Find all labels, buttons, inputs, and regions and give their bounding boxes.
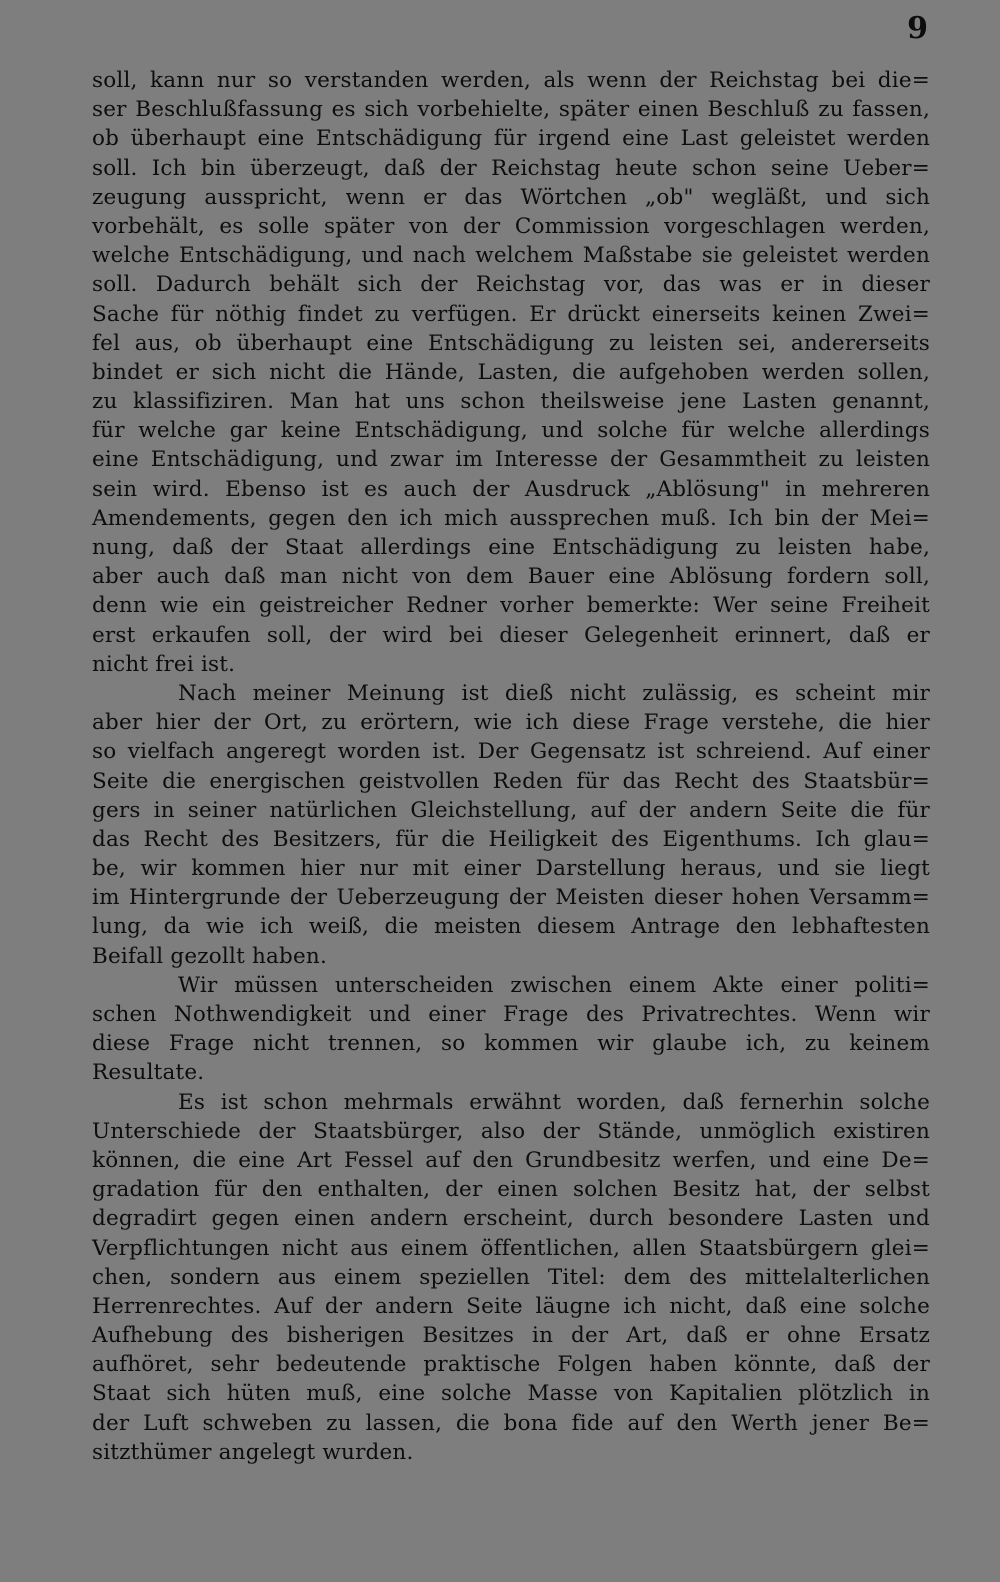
text-line: zu klassifiziren. Man hat uns schon theilsweise jene Lasten genannt, — [92, 389, 930, 415]
text-line: sein wird. Ebenso ist es auch der Ausdruck „Ablösung" in mehreren — [92, 476, 930, 502]
text-line: der Luft schweben zu lassen, die bona fide auf den Werth jener Be= — [92, 1410, 930, 1436]
text-line: so vielfach angeregt worden ist. Der Gegensatz ist schreiend. Auf einer — [92, 739, 930, 765]
text-line: erst erkaufen soll, der wird bei dieser Gelegenheit erinnert, daß er — [92, 622, 930, 648]
text-line: Resultate. — [92, 1060, 205, 1086]
text-line: Herrenrechtes. Auf der andern Seite läugne ich nicht, daß eine solche — [92, 1293, 930, 1319]
text-line: Es ist schon mehrmals erwähnt worden, daß fernerhin solche — [178, 1089, 930, 1115]
text-line: ser Beschlußfassung es sich vorbehielte, später einen Beschluß zu fassen, — [92, 97, 930, 123]
text-line: ob überhaupt eine Entschädigung für irgend eine Last geleistet werden — [92, 126, 930, 152]
text-line: gers in seiner natürlichen Gleichstellung, auf der andern Seite die für — [92, 797, 930, 823]
text-line: Aufhebung des bisherigen Besitzes in der Art, daß er ohne Ersatz — [92, 1323, 930, 1349]
text-line: schen Nothwendigkeit und einer Frage des Privatrechtes. Wenn wir — [92, 1002, 930, 1027]
text-line: Seite die energischen geistvollen Reden für das Recht des Staatsbür= — [92, 768, 930, 794]
text-line: Verpflichtungen nicht aus einem öffentlichen, allen Staatsbürgern glei= — [92, 1235, 930, 1261]
text-line: bindet er sich nicht die Hände, Lasten, die aufgehoben werden sollen, — [92, 359, 930, 385]
text-line: lung, da wie ich weiß, die meisten diesem Antrage den lebhaftesten — [92, 914, 930, 940]
text-line: im Hintergrunde der Ueberzeugung der Meisten dieser hohen Versamm= — [92, 885, 930, 911]
text-line: be, wir kommen hier nur mit einer Darstellung heraus, und sie liegt — [92, 856, 930, 882]
text-line: Beifall gezollt haben. — [92, 943, 327, 969]
text-line: chen, sondern aus einem speziellen Titel: dem des mittelalterlichen — [92, 1264, 930, 1290]
text-line: welche Entschädigung, und nach welchem Maßstabe sie geleistet werden — [92, 243, 930, 269]
text-line: Unterschiede der Staatsbürger, also der Stände, unmöglich existiren — [92, 1118, 930, 1144]
text-line: diese Frage nicht trennen, so kommen wir glaube ich, zu keinem — [92, 1031, 930, 1057]
text-line: denn wie ein geistreicher Redner vorher bemerkte: Wer seine Freiheit — [92, 593, 930, 619]
text-line: Amendements, gegen den ich mich aussprechen muß. Ich bin der Mei= — [92, 505, 930, 531]
text-line: zeugung ausspricht, wenn er das Wörtchen „ob" wegläßt, und sich — [92, 184, 930, 210]
text-line: nung, daß der Staat allerdings eine Entschädigung zu leisten habe, — [92, 535, 930, 560]
text-line: können, die eine Art Fessel auf den Grundbesitz werfen, und eine De= — [92, 1147, 930, 1173]
text-line: aber hier der Ort, zu erörtern, wie ich diese Frage verstehe, die hier — [92, 710, 930, 736]
body-text — [92, 66, 930, 1467]
text-line: Nach meiner Meinung ist dieß nicht zulässig, es scheint mir — [178, 680, 930, 706]
text-line: das Recht des Besitzers, für die Heiligkeit des Eigenthums. Ich glau= — [92, 826, 930, 852]
page-number: 9 — [907, 11, 928, 46]
text-line: aber auch daß man nicht von dem Bauer eine Ablösung fordern soll, — [92, 564, 930, 590]
text-line: sitzthümer angelegt wurden. — [92, 1439, 414, 1465]
text-line: aufhöret, sehr bedeutende praktische Folgen haben könnte, daß der — [92, 1352, 930, 1378]
text-line: Sache für nöthig findet zu verfügen. Er drückt einerseits keinen Zwei= — [92, 301, 930, 327]
text-line: degradirt gegen einen andern erscheint, durch besondere Lasten und — [92, 1206, 930, 1232]
text-line: eine Entschädigung, und zwar im Interesse der Gesammtheit zu leisten — [92, 447, 930, 473]
text-line: Wir müssen unterscheiden zwischen einem Akte einer politi= — [178, 972, 930, 998]
text-line: gradation für den enthalten, der einen solchen Besitz hat, der selbst — [92, 1177, 930, 1203]
text-line: für welche gar keine Entschädigung, und solche für welche allerdings — [92, 418, 930, 444]
text-line: soll, kann nur so verstanden werden, als wenn der Reichstag bei die= — [92, 68, 930, 93]
text-line: vorbehält, es solle später von der Commission vorgeschlagen werden, — [92, 213, 930, 239]
text-line: nicht frei ist. — [92, 651, 236, 677]
text-line: Staat sich hüten muß, eine solche Masse von Kapitalien plötzlich in — [92, 1381, 930, 1407]
text-line: fel aus, ob überhaupt eine Entschädigung zu leisten sei, andererseits — [92, 330, 930, 356]
text-line: soll. Ich bin überzeugt, daß der Reichstag heute schon seine Ueber= — [92, 155, 930, 181]
text-line: soll. Dadurch behält sich der Reichstag vor, das was er in dieser — [92, 272, 930, 298]
